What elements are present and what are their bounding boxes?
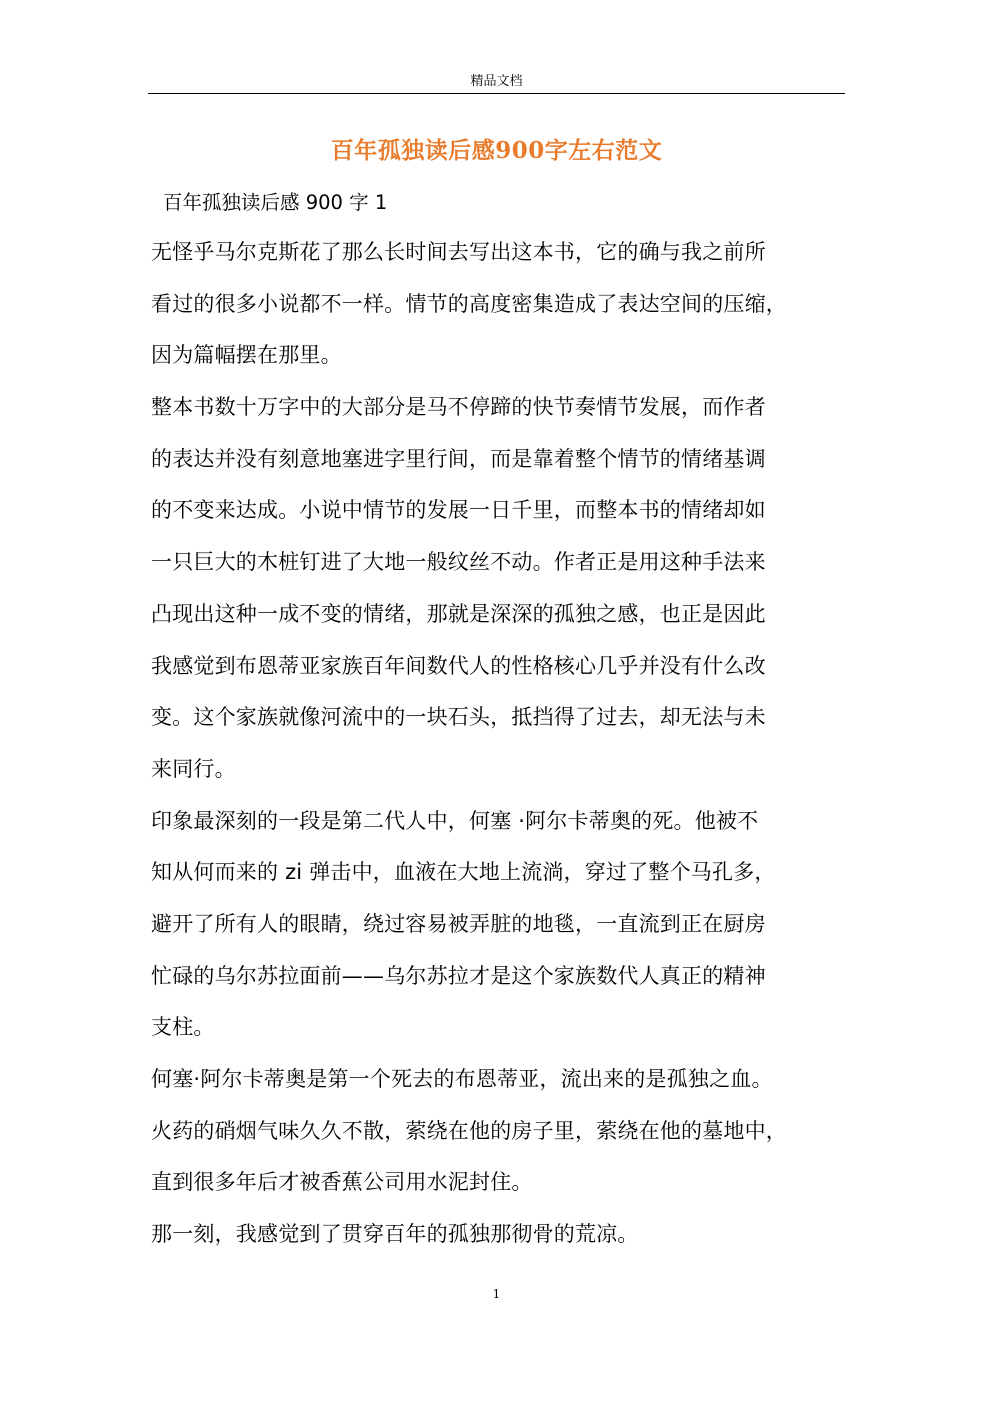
text-line: 知从何而来的 zi 弹击中，血液在大地上流淌，穿过了整个马孔多， bbox=[151, 860, 776, 885]
page-number: 1 bbox=[492, 1287, 501, 1301]
text-line: 避开了所有人的眼睛，绕过容易被弄脏的地毯，一直流到正在厨房 bbox=[151, 911, 766, 936]
text-line: 印象最深刻的一段是第二代人中，何塞 ·阿尔卡蒂奥的死。他被不 bbox=[151, 808, 759, 833]
text-line: 因为篇幅摆在那里。 bbox=[151, 343, 342, 368]
text-line: 变。这个家族就像河流中的一块石头，抵挡得了过去，却无法与未 bbox=[151, 705, 766, 730]
text-line: 无怪乎马尔克斯花了那么长时间去写出这本书，它的确与我之前所 bbox=[151, 240, 766, 264]
text-line: 看过的很多小说都不一样。情节的高度密集造成了表达空间的压缩， bbox=[151, 291, 787, 316]
document-body bbox=[151, 237, 841, 1271]
text-line: 整本书数十万字中的大部分是马不停蹄的快节奏情节发展，而作者 bbox=[151, 395, 766, 420]
text-line: 凸现出这种一成不变的情绪，那就是深深的孤独之感，也正是因此 bbox=[151, 601, 766, 626]
document-title: 百年孤独读后感900字左右范文 bbox=[330, 137, 663, 164]
text-line: 何塞·阿尔卡蒂奥是第一个死去的布恩蒂亚，流出来的是孤独之血。 bbox=[151, 1067, 773, 1091]
text-line: 那一刻，我感觉到了贯穿百年的孤独那彻骨的荒凉。 bbox=[151, 1222, 639, 1247]
section-heading: 百年孤独读后感 900 字 1 bbox=[163, 191, 388, 214]
page-header: 精品文档 bbox=[470, 74, 523, 89]
text-line: 忙碌的乌尔苏拉面前——乌尔苏拉才是这个家族数代人真正的精神 bbox=[151, 963, 766, 988]
text-line: 的表达并没有刻意地塞进字里行间，而是靠着整个情节的情绪基调 bbox=[151, 446, 766, 471]
text-line: 火药的硝烟气味久久不散，萦绕在他的房子里，萦绕在他的墓地中， bbox=[151, 1118, 787, 1143]
text-line: 我感觉到布恩蒂亚家族百年间数代人的性格核心几乎并没有什么改 bbox=[151, 653, 766, 678]
text-line: 支柱。 bbox=[151, 1015, 215, 1040]
text-line: 来同行。 bbox=[151, 756, 236, 781]
text-line: 直到很多年后才被香蕉公司用水泥封住。 bbox=[151, 1170, 533, 1195]
header-divider bbox=[148, 93, 845, 94]
text-line: 一只巨大的木桩钉进了大地一般纹丝不动。作者正是用这种手法来 bbox=[151, 550, 766, 575]
text-line: 的不变来达成。小说中情节的发展一日千里，而整本书的情绪却如 bbox=[151, 498, 766, 523]
